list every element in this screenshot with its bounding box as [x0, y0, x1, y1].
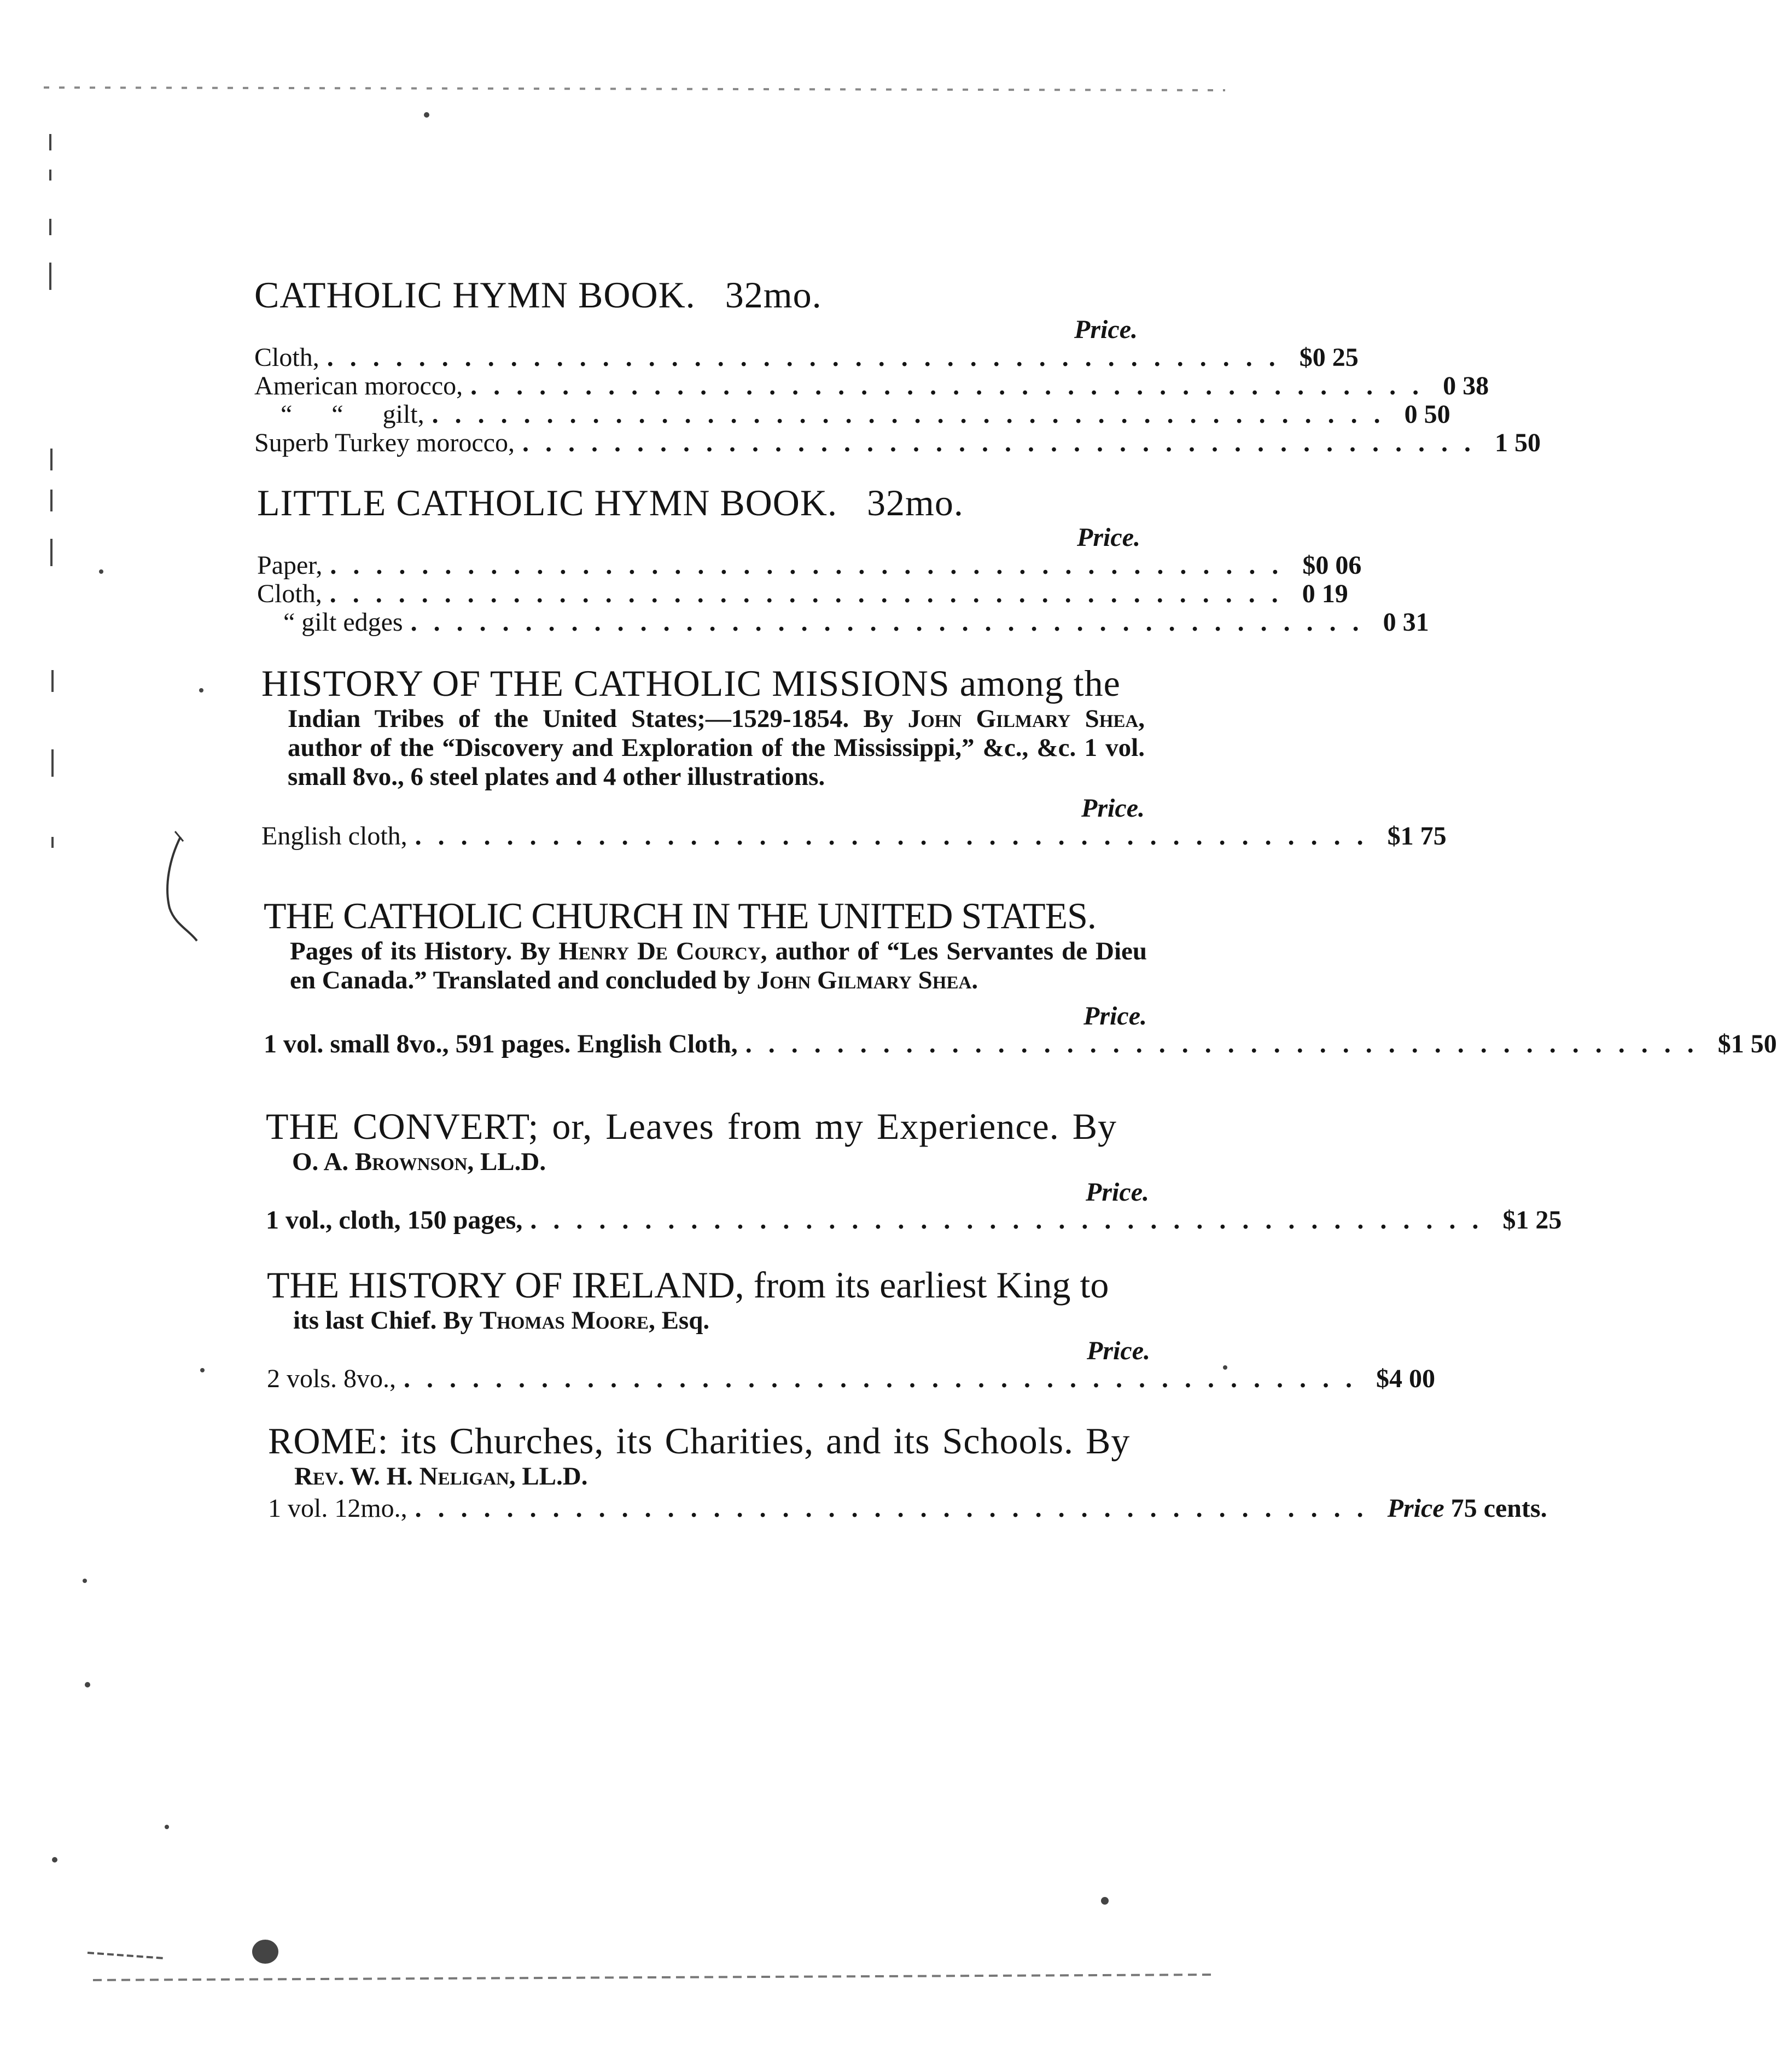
entry-title: HISTORY OF THE CATHOLIC MISSIONS among the	[261, 662, 1121, 704]
entry-catholic-church-united-states	[264, 894, 1777, 1058]
binding-label: 1 vol. 12mo.,	[268, 1494, 407, 1523]
binding-label: 1 vol., cloth, 150 pages,	[266, 1206, 523, 1235]
price-value: $4 00	[1376, 1364, 1436, 1393]
binding-label: English cloth,	[261, 822, 407, 851]
description-text: , author of “Les Servantes de Dieu en Canada.” Translated and concluded by	[290, 937, 1147, 994]
leader-dots: ..........................................	[530, 1206, 1495, 1235]
pencil-mark	[159, 826, 208, 946]
leader-dots: ..........................................	[745, 1029, 1710, 1058]
binding-label: “ gilt edges	[283, 608, 403, 637]
price-amount: 75 cents.	[1450, 1494, 1547, 1523]
price-header: Price.	[1077, 523, 1140, 552]
price-header: Price.	[1083, 1002, 1147, 1031]
binding-label: Cloth,	[257, 579, 322, 608]
leader-dots: ..........................................	[330, 551, 1295, 580]
entry-title: THE CATHOLIC CHURCH IN THE UNITED STATES.	[264, 895, 1096, 936]
price-value: $1 25	[1502, 1206, 1562, 1235]
entry-title: THE CONVERT; or, Leaves from my Experience. By	[266, 1105, 1117, 1147]
binding-label: Paper,	[257, 551, 323, 580]
entry-little-catholic-hymn-book	[257, 481, 1429, 637]
entry-the-convert	[266, 1105, 1562, 1235]
price-row	[264, 1029, 1777, 1058]
price-row	[257, 579, 1348, 608]
leader-dots: ..........................................	[415, 1494, 1380, 1523]
entry-rome	[268, 1419, 1547, 1523]
entry-description	[267, 1306, 1150, 1335]
entry-title: ROME: its Churches, its Charities, and its Schools. By	[268, 1420, 1131, 1462]
price-value	[1388, 1494, 1547, 1523]
leader-dots: ..........................................	[327, 343, 1292, 372]
leader-dots: ..........................................	[404, 1364, 1369, 1393]
price-header: Price.	[1081, 794, 1145, 823]
price-value: 0 38	[1443, 371, 1489, 400]
price-header: Price.	[1086, 1178, 1149, 1207]
entry-description	[264, 937, 1147, 995]
price-value: 1 50	[1494, 428, 1541, 457]
price-value: 0 31	[1383, 608, 1429, 637]
entry-history-of-ireland	[267, 1264, 1436, 1393]
price-value: 0 19	[1302, 579, 1348, 608]
price-value: $1 50	[1717, 1029, 1777, 1058]
price-row	[268, 1494, 1547, 1523]
binding-label: Cloth,	[254, 343, 319, 372]
title-text: CATHOLIC HYMN BOOK.	[254, 274, 696, 316]
entry-title	[257, 481, 1140, 524]
leader-dots: ..........................................	[329, 579, 1295, 608]
price-row	[257, 608, 1429, 637]
entry-title	[254, 273, 1138, 316]
entry-history-catholic-missions	[261, 662, 1447, 851]
entry-catholic-hymn-book	[254, 273, 1541, 457]
price-row	[257, 551, 1362, 580]
description-text: its last Chief. By	[293, 1306, 480, 1335]
author-name: Rev. W. H. Neligan, LL.D.	[294, 1462, 588, 1491]
author-name: Thomas Moore	[479, 1306, 649, 1335]
binding-label: American morocco,	[254, 371, 463, 400]
price-value: $1 75	[1387, 822, 1447, 851]
price-word: Price	[1387, 1494, 1444, 1523]
entry-title: THE HISTORY OF IRELAND, from its earliest King to	[267, 1264, 1109, 1306]
description-text: , Esq.	[649, 1306, 710, 1335]
price-value: $0 25	[1299, 343, 1359, 372]
author-name: O. A. Brownson, LL.D.	[292, 1148, 546, 1176]
price-header: Price.	[1087, 1336, 1150, 1365]
binding-label: Superb Turkey morocco,	[254, 428, 515, 457]
leader-dots: ..........................................	[470, 371, 1436, 400]
description-text: , author of the “Discovery and Exploration of the Mississippi,” &c., &c. 1 vol. small 8vo., 6 steel plates and 4 other illustrations.	[288, 705, 1145, 791]
price-header: Price.	[1074, 315, 1138, 344]
price-row	[254, 371, 1489, 400]
description-text: Indian Tribes of the United States;—1529-1854. By	[288, 705, 908, 733]
description-text: Pages of its History. By	[290, 937, 559, 965]
binding-label: 2 vols. 8vo.,	[267, 1364, 397, 1393]
format-text: 32mo.	[867, 482, 964, 523]
author-name: Henry De Courcy	[558, 937, 761, 965]
author-name: John Gilmary Shea	[907, 705, 1139, 733]
binding-label: 1 vol. small 8vo., 591 pages. English Cloth,	[264, 1029, 738, 1058]
price-value: $0 06	[1302, 551, 1362, 580]
price-row	[261, 822, 1447, 851]
leader-dots: ..........................................	[415, 822, 1380, 851]
leader-dots: ..........................................	[432, 400, 1397, 429]
price-row	[266, 1206, 1562, 1235]
translator-name: John Gilmary Shea.	[756, 966, 978, 994]
binding-label: “ “ gilt,	[281, 400, 424, 429]
format-text: 32mo.	[725, 274, 822, 316]
price-row	[254, 400, 1450, 429]
title-text: LITTLE CATHOLIC HYMN BOOK.	[257, 482, 838, 523]
price-row	[254, 428, 1541, 457]
price-value: 0 50	[1404, 400, 1450, 429]
price-row	[267, 1364, 1436, 1393]
entry-description	[261, 705, 1145, 791]
leader-dots: ..........................................	[522, 428, 1487, 457]
leader-dots: ..........................................	[410, 608, 1376, 637]
price-row	[254, 343, 1359, 372]
